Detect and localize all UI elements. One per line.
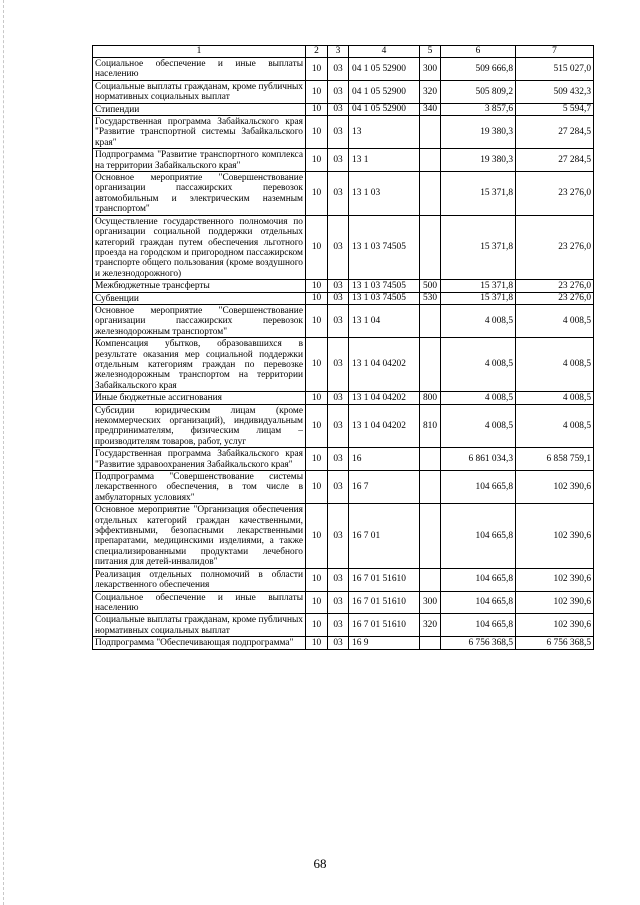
table-row — [93, 80, 594, 103]
row-expense-type — [420, 338, 441, 392]
row-ministry: 10 — [306, 448, 328, 471]
row-amount-col6: 4 008,5 — [441, 304, 516, 337]
row-amount-col6: 15 371,8 — [441, 292, 516, 304]
row-target-code: 13 1 03 74505 — [349, 292, 420, 304]
row-target-code: 16 7 01 51610 — [349, 568, 420, 591]
column-header: 3 — [328, 46, 349, 58]
row-target-code: 13 1 03 74505 — [349, 280, 420, 292]
table-row — [93, 103, 594, 115]
row-section: 03 — [328, 172, 349, 216]
row-amount-col6: 6 756 368,5 — [441, 637, 516, 649]
row-name: Основное мероприятие "Совершенствование организации пассажирских перевозок железнодорожным транспортом" — [93, 304, 306, 337]
table-row — [93, 568, 594, 591]
row-name: Иные бюджетные ассигнования — [93, 392, 306, 404]
row-ministry: 10 — [306, 404, 328, 448]
row-amount-col7: 6 858 759,1 — [516, 448, 594, 471]
row-expense-type: 530 — [420, 292, 441, 304]
row-amount-col6: 15 371,8 — [441, 280, 516, 292]
row-amount-col7: 6 756 368,5 — [516, 637, 594, 649]
row-ministry: 10 — [306, 149, 328, 172]
row-name: Субвенции — [93, 292, 306, 304]
table-row — [93, 614, 594, 637]
row-amount-col6: 505 809,2 — [441, 80, 516, 103]
row-section: 03 — [328, 280, 349, 292]
row-section: 03 — [328, 304, 349, 337]
row-expense-type: 800 — [420, 392, 441, 404]
row-section: 03 — [328, 471, 349, 504]
row-name: Подпрограмма "Развитие транспортного комплекса на территории Забайкальского края" — [93, 149, 306, 172]
row-ministry: 10 — [306, 280, 328, 292]
column-header: 2 — [306, 46, 328, 58]
row-expense-type — [420, 568, 441, 591]
row-expense-type — [420, 637, 441, 649]
row-name: Социальные выплаты гражданам, кроме публичных нормативных социальных выплат — [93, 80, 306, 103]
table-row — [93, 215, 594, 279]
table-row — [93, 149, 594, 172]
row-amount-col6: 509 666,8 — [441, 58, 516, 81]
row-amount-col6: 104 665,8 — [441, 591, 516, 614]
page-number: 68 — [313, 856, 327, 871]
column-header: 6 — [441, 46, 516, 58]
row-amount-col7: 102 390,6 — [516, 568, 594, 591]
row-section: 03 — [328, 149, 349, 172]
table-row — [93, 172, 594, 216]
row-expense-type — [420, 215, 441, 279]
row-target-code: 13 1 03 74505 — [349, 215, 420, 279]
row-amount-col6: 6 861 034,3 — [441, 448, 516, 471]
row-amount-col7: 102 390,6 — [516, 614, 594, 637]
row-section: 03 — [328, 448, 349, 471]
row-section: 03 — [328, 591, 349, 614]
row-amount-col7: 5 594,7 — [516, 103, 594, 115]
column-header: 7 — [516, 46, 594, 58]
row-target-code: 13 1 — [349, 149, 420, 172]
row-name: Основное мероприятие "Организация обеспечения отдельных категорий граждан качественными, эффективными, безопасными лекарственными препаратами, медицинскими изделиями, а также специализированными продуктами лечебного питания для детей-инвалидов" — [93, 504, 306, 568]
row-ministry: 10 — [306, 80, 328, 103]
table-row — [93, 448, 594, 471]
row-section: 03 — [328, 568, 349, 591]
table-row — [93, 338, 594, 392]
row-target-code: 13 1 04 04202 — [349, 404, 420, 448]
column-header: 5 — [420, 46, 441, 58]
table-body — [93, 58, 594, 650]
row-name: Социальные выплаты гражданам, кроме публичных нормативных социальных выплат — [93, 614, 306, 637]
row-expense-type — [420, 471, 441, 504]
row-ministry: 10 — [306, 504, 328, 568]
row-expense-type: 500 — [420, 280, 441, 292]
row-amount-col7: 515 027,0 — [516, 58, 594, 81]
table-row — [93, 116, 594, 149]
row-ministry: 10 — [306, 392, 328, 404]
row-ministry: 10 — [306, 215, 328, 279]
column-number-row — [93, 46, 594, 58]
row-target-code: 04 1 05 52900 — [349, 80, 420, 103]
row-ministry: 10 — [306, 471, 328, 504]
row-name: Социальное обеспечение и иные выплаты населению — [93, 58, 306, 81]
row-target-code: 16 7 01 51610 — [349, 591, 420, 614]
row-amount-col6: 104 665,8 — [441, 614, 516, 637]
row-amount-col7: 4 008,5 — [516, 404, 594, 448]
row-expense-type: 320 — [420, 80, 441, 103]
table-row — [93, 304, 594, 337]
row-expense-type — [420, 304, 441, 337]
row-amount-col7: 23 276,0 — [516, 280, 594, 292]
row-target-code: 16 7 — [349, 471, 420, 504]
table-row — [93, 280, 594, 292]
table-row — [93, 404, 594, 448]
row-name: Социальное обеспечение и иные выплаты населению — [93, 591, 306, 614]
row-name: Компенсация убытков, образовавшихся в результате оказания мер социальной поддержки отдельным категориям граждан по перевозке железнодорожным транспортом на территории Забайкальского края — [93, 338, 306, 392]
row-section: 03 — [328, 504, 349, 568]
row-amount-col6: 15 371,8 — [441, 215, 516, 279]
row-ministry: 10 — [306, 172, 328, 216]
row-amount-col6: 3 857,6 — [441, 103, 516, 115]
row-expense-type — [420, 172, 441, 216]
row-amount-col6: 104 665,8 — [441, 471, 516, 504]
column-header: 1 — [93, 46, 306, 58]
row-target-code: 16 7 01 — [349, 504, 420, 568]
scan-edge-line — [3, 0, 4, 905]
row-amount-col6: 4 008,5 — [441, 404, 516, 448]
row-expense-type: 340 — [420, 103, 441, 115]
row-amount-col7: 4 008,5 — [516, 392, 594, 404]
row-section: 03 — [328, 404, 349, 448]
row-amount-col6: 4 008,5 — [441, 338, 516, 392]
row-section: 03 — [328, 58, 349, 81]
row-name: Основное мероприятие "Совершенствование организации пассажирских перевозок автомобильным и электрическим наземным транспортом" — [93, 172, 306, 216]
column-header: 4 — [349, 46, 420, 58]
row-amount-col7: 102 390,6 — [516, 591, 594, 614]
row-ministry: 10 — [306, 568, 328, 591]
row-amount-col6: 19 380,3 — [441, 149, 516, 172]
row-section: 03 — [328, 116, 349, 149]
row-amount-col7: 509 432,3 — [516, 80, 594, 103]
row-target-code: 16 7 01 51610 — [349, 614, 420, 637]
row-name: Государственная программа Забайкальского края "Развитие транспортной системы Забайкальского края" — [93, 116, 306, 149]
table-row — [93, 591, 594, 614]
row-expense-type — [420, 116, 441, 149]
row-amount-col7: 4 008,5 — [516, 304, 594, 337]
row-name: Субсидии юридическим лицам (кроме некоммерческих организаций), индивидуальным предпринимателям, физическим лицам – производителям товаров, работ, услуг — [93, 404, 306, 448]
row-section: 03 — [328, 80, 349, 103]
row-ministry: 10 — [306, 58, 328, 81]
row-amount-col6: 104 665,8 — [441, 568, 516, 591]
row-target-code: 04 1 05 52900 — [349, 103, 420, 115]
row-expense-type: 320 — [420, 614, 441, 637]
budget-table-wrapper — [92, 45, 593, 650]
row-amount-col6: 19 380,3 — [441, 116, 516, 149]
row-amount-col7: 27 284,5 — [516, 149, 594, 172]
row-ministry: 10 — [306, 338, 328, 392]
row-amount-col6: 15 371,8 — [441, 172, 516, 216]
row-section: 03 — [328, 292, 349, 304]
row-name: Реализация отдельных полномочий в области лекарственного обеспечения — [93, 568, 306, 591]
row-amount-col7: 102 390,6 — [516, 504, 594, 568]
row-target-code: 13 1 04 04202 — [349, 338, 420, 392]
row-expense-type — [420, 448, 441, 471]
row-section: 03 — [328, 215, 349, 279]
row-amount-col7: 102 390,6 — [516, 471, 594, 504]
table-row — [93, 292, 594, 304]
row-target-code: 16 — [349, 448, 420, 471]
row-expense-type: 300 — [420, 58, 441, 81]
row-amount-col7: 23 276,0 — [516, 172, 594, 216]
budget-table — [92, 45, 594, 650]
row-section: 03 — [328, 392, 349, 404]
row-ministry: 10 — [306, 614, 328, 637]
table-row — [93, 471, 594, 504]
row-section: 03 — [328, 338, 349, 392]
row-name: Государственная программа Забайкальского края "Развитие здравоохранения Забайкальского края" — [93, 448, 306, 471]
row-amount-col7: 23 276,0 — [516, 292, 594, 304]
row-ministry: 10 — [306, 591, 328, 614]
row-ministry: 10 — [306, 304, 328, 337]
table-row — [93, 392, 594, 404]
row-amount-col7: 23 276,0 — [516, 215, 594, 279]
row-expense-type — [420, 504, 441, 568]
row-amount-col7: 27 284,5 — [516, 116, 594, 149]
table-row — [93, 58, 594, 81]
row-expense-type — [420, 149, 441, 172]
row-name: Межбюджетные трансферты — [93, 280, 306, 292]
row-section: 03 — [328, 614, 349, 637]
row-amount-col6: 4 008,5 — [441, 392, 516, 404]
row-target-code: 16 9 — [349, 637, 420, 649]
row-ministry: 10 — [306, 116, 328, 149]
row-ministry: 10 — [306, 103, 328, 115]
row-name: Подпрограмма "Совершенствование системы лекарственного обеспечения, в том числе в амбулаторных условиях" — [93, 471, 306, 504]
row-target-code: 13 1 04 04202 — [349, 392, 420, 404]
row-expense-type: 300 — [420, 591, 441, 614]
row-name: Подпрограмма "Обеспечивающая подпрограмма" — [93, 637, 306, 649]
row-ministry: 10 — [306, 637, 328, 649]
row-amount-col6: 104 665,8 — [441, 504, 516, 568]
row-section: 03 — [328, 637, 349, 649]
row-ministry: 10 — [306, 292, 328, 304]
row-target-code: 13 1 04 — [349, 304, 420, 337]
table-row — [93, 637, 594, 649]
row-name: Стипендии — [93, 103, 306, 115]
row-section: 03 — [328, 103, 349, 115]
row-amount-col7: 4 008,5 — [516, 338, 594, 392]
row-target-code: 13 1 03 — [349, 172, 420, 216]
row-expense-type: 810 — [420, 404, 441, 448]
table-row — [93, 504, 594, 568]
row-target-code: 04 1 05 52900 — [349, 58, 420, 81]
row-target-code: 13 — [349, 116, 420, 149]
row-name: Осуществление государственного полномочия по организации социальной поддержки отдельных категорий граждан путем обеспечения льготного проезда на городском и пригородном пассажирском транспорте общего пользования (кроме воздушного и железнодорожного) — [93, 215, 306, 279]
